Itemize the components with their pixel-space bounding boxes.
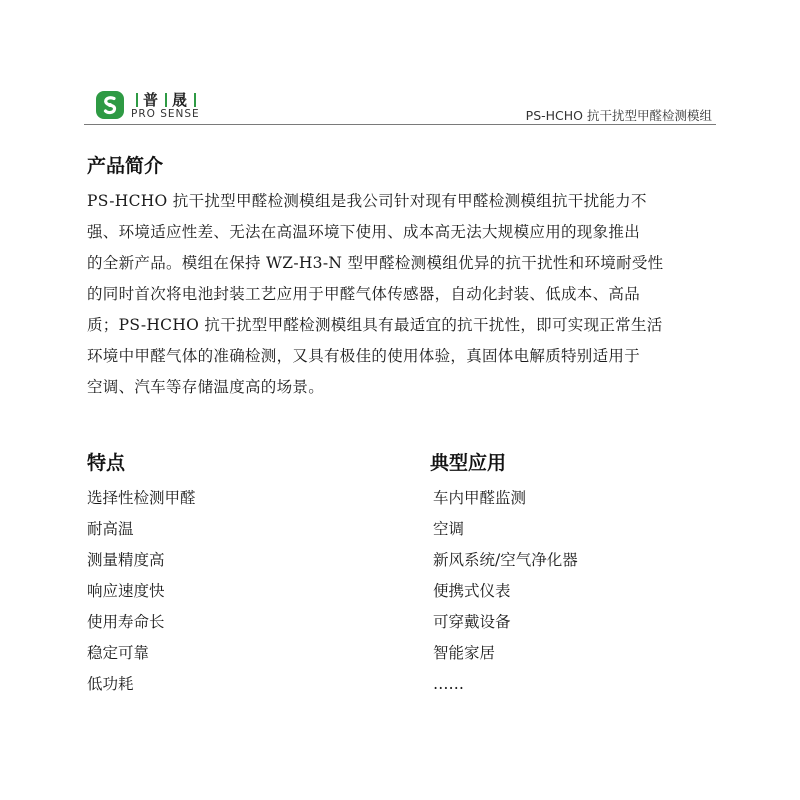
application-item: 车内甲醛监测	[433, 489, 527, 507]
intro-title: 产品简介	[87, 155, 164, 177]
application-item: 智能家居	[433, 644, 496, 662]
feature-item: 使用寿命长	[87, 613, 165, 631]
feature-item: 测量精度高	[87, 551, 165, 569]
application-item: 空调	[433, 520, 465, 538]
feature-item: 稳定可靠	[87, 644, 150, 662]
prosense-logo-icon	[95, 90, 125, 120]
application-item: 可穿戴设备	[433, 613, 511, 631]
applications-title: 典型应用	[430, 452, 507, 474]
features-list	[87, 483, 196, 700]
intro-line: 强、环境适应性差、无法在高温环境下使用、成本高无法大规模应用的现象推出	[87, 223, 641, 241]
intro-line: 质；PS-HCHO 抗干扰型甲醛检测模组具有最适宜的抗干扰性，即可实现正常生活	[87, 316, 663, 334]
brand-name-en: PRO SENSE	[131, 108, 200, 120]
intro-line: 空调、汽车等存储温度高的场景。	[87, 378, 325, 396]
feature-item: 低功耗	[87, 675, 134, 693]
intro-paragraph	[87, 186, 727, 403]
document-header-title: PS-HCHO 抗干扰型甲醛检测模组	[525, 108, 712, 123]
features-title: 特点	[87, 452, 126, 474]
brand-name-cn: 普 晟	[131, 89, 201, 110]
intro-line: PS-HCHO 抗干扰型甲醛检测模组是我公司针对现有甲醛检测模组抗干扰能力不	[87, 192, 647, 210]
feature-item: 耐高温	[87, 520, 134, 538]
intro-line: 的同时首次将电池封装工艺应用于甲醛气体传感器，自动化封装、低成本、高品	[87, 285, 641, 303]
header-divider	[84, 124, 716, 125]
application-item: 便携式仪表	[433, 582, 511, 600]
applications-list	[433, 483, 578, 700]
feature-item: 响应速度快	[87, 582, 165, 600]
intro-line: 的全新产品。模组在保持 WZ-H3-N 型甲醛检测模组优异的抗干扰性和环境耐受性	[87, 254, 664, 272]
application-item: ……	[433, 675, 464, 693]
feature-item: 选择性检测甲醛	[87, 489, 196, 507]
intro-line: 环境中甲醛气体的准确检测，又具有极佳的使用体验，真固体电解质特别适用于	[87, 347, 641, 365]
brand-logo	[95, 90, 235, 122]
application-item: 新风系统/空气净化器	[433, 551, 578, 569]
